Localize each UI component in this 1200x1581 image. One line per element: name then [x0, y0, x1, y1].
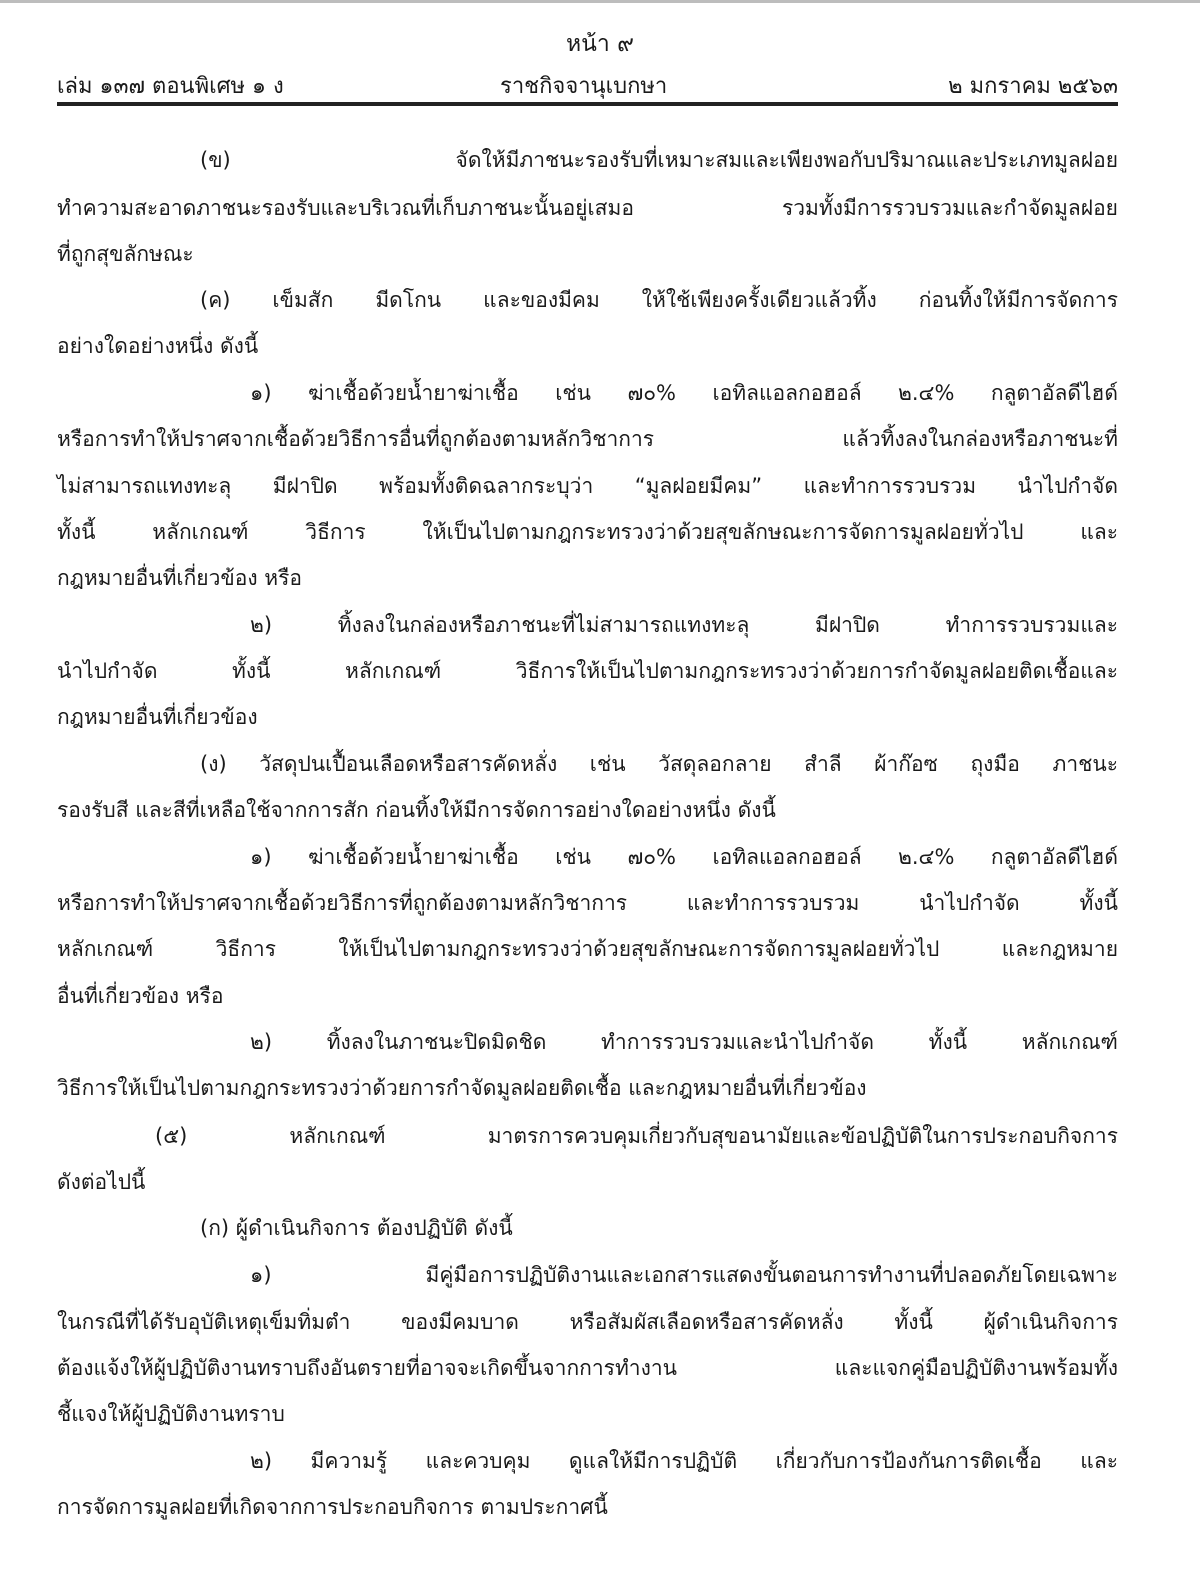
paragraph-line: ๑) ฆ่าเชื้อด้วยน้ำยาฆ่าเชื้อ เช่น ๗๐% เอทิลแอลกอฮอล์ ๒.๔% กลูตาอัลดีไฮด์: [250, 845, 1118, 869]
paragraph-line: รองรับสี และสีที่เหลือใช้จากการสัก ก่อนทิ้งให้มีการจัดการอย่างใดอย่างหนึ่ง ดังนี้: [57, 798, 776, 822]
paragraph-line: ๒) มีความรู้ และควบคุม ดูแลให้มีการปฏิบัติ เกี่ยวกับการป้องกันการติดเชื้อ และ: [250, 1449, 1118, 1473]
paragraph-line: นำไปกำจัด ทั้งนี้ หลักเกณฑ์ วิธีการให้เป็นไปตามกฎกระทรวงว่าด้วยการกำจัดมูลฝอยติดเชื้อและ: [57, 659, 1118, 683]
paragraph-line: อย่างใดอย่างหนึ่ง ดังนี้: [57, 334, 259, 358]
paragraph-line: ชี้แจงให้ผู้ปฏิบัติงานทราบ: [57, 1402, 285, 1426]
publication-date: ๒ มกราคม ๒๕๖๓: [948, 74, 1118, 99]
paragraph-line: หรือการทำให้ปราศจากเชื้อด้วยวิธีการที่ถูกต้องตามหลักวิชาการ และทำการรวบรวม นำไปกำจัด ทั้งนี้: [57, 891, 1118, 915]
paragraph-line: ดังต่อไปนี้: [57, 1170, 146, 1194]
paragraph-line: หรือการทำให้ปราศจากเชื้อด้วยวิธีการอื่นที่ถูกต้องตามหลักวิชาการ แล้วทิ้งลงในกล่องหรือภาชนะที่: [57, 427, 1118, 451]
volume-info: เล่ม ๑๓๗ ตอนพิเศษ ๑ ง: [57, 74, 284, 99]
publication-title: ราชกิจจานุเบกษา: [500, 74, 668, 99]
paragraph-line: ๒) ทิ้งลงในภาชนะปิดมิดชิด ทำการรวบรวมและนำไปกำจัด ทั้งนี้ หลักเกณฑ์: [250, 1030, 1118, 1054]
top-edge: [0, 0, 1200, 3]
paragraph-line: ต้องแจ้งให้ผู้ปฏิบัติงานทราบถึงอันตรายที่อาจจะเกิดขึ้นจากการทำงาน และแจกคู่มือปฏิบัติงานพร้อมทั้ง: [57, 1356, 1118, 1380]
paragraph-line: ทั้งนี้ หลักเกณฑ์ วิธีการ ให้เป็นไปตามกฎกระทรวงว่าด้วยสุขลักษณะการจัดการมูลฝอยทั่วไป และ: [57, 520, 1118, 544]
paragraph-line: ๑) มีคู่มือการปฏิบัติงานและเอกสารแสดงขั้นตอนการทำงานที่ปลอดภัยโดยเฉพาะ: [250, 1263, 1118, 1287]
paragraph-line: ไม่สามารถแทงทะลุ มีฝาปิด พร้อมทั้งติดฉลากระบุว่า “มูลฝอยมีคม” และทำการรวบรวม นำไปกำจัด: [57, 474, 1118, 498]
paragraph-line: กฎหมายอื่นที่เกี่ยวข้อง: [57, 705, 258, 729]
header-rule: [57, 102, 1118, 106]
paragraph-line: ทำความสะอาดภาชนะรองรับและบริเวณที่เก็บภาชนะนั้นอยู่เสมอ รวมทั้งมีการรวบรวมและกำจัดมูลฝอย: [57, 196, 1118, 220]
paragraph-line: ในกรณีที่ได้รับอุบัติเหตุเข็มทิ่มตำ ของมีคมบาด หรือสัมผัสเลือดหรือสารคัดหลั่ง ทั้งนี้ ผู้ดำเนินกิจการ: [57, 1310, 1118, 1334]
paragraph-line: วิธีการให้เป็นไปตามกฎกระทรวงว่าด้วยการกำจัดมูลฝอยติดเชื้อ และกฎหมายอื่นที่เกี่ยวข้อง: [57, 1076, 867, 1100]
paragraph-line: ที่ถูกสุขลักษณะ: [57, 242, 194, 266]
paragraph-line: ๒) ทิ้งลงในกล่องหรือภาชนะที่ไม่สามารถแทงทะลุ มีฝาปิด ทำการรวบรวมและ: [250, 613, 1118, 637]
paragraph-line: อื่นที่เกี่ยวข้อง หรือ: [57, 984, 224, 1008]
paragraph-line: กฎหมายอื่นที่เกี่ยวข้อง หรือ: [57, 566, 303, 590]
page-number: หน้า ๙: [566, 31, 634, 57]
paragraph-line: (ค) เข็มสัก มีดโกน และของมีคม ให้ใช้เพียงครั้งเดียวแล้วทิ้ง ก่อนทิ้งให้มีการจัดการ: [200, 288, 1118, 312]
paragraph-line: (ก) ผู้ดำเนินกิจการ ต้องปฏิบัติ ดังนี้: [200, 1216, 513, 1240]
paragraph-line: (ง) วัสดุปนเปื้อนเลือดหรือสารคัดหลั่ง เช่น วัสดุลอกลาย สำลี ผ้าก๊อซ ถุงมือ ภาชนะ: [200, 752, 1118, 776]
paragraph-line: การจัดการมูลฝอยที่เกิดจากการประกอบกิจการ ตามประกาศนี้: [57, 1495, 608, 1519]
paragraph-line: (๕) หลักเกณฑ์ มาตรการควบคุมเกี่ยวกับสุขอนามัยและข้อปฏิบัติในการประกอบกิจการ: [155, 1124, 1118, 1148]
paragraph-line: ๑) ฆ่าเชื้อด้วยน้ำยาฆ่าเชื้อ เช่น ๗๐% เอทิลแอลกอฮอล์ ๒.๔% กลูตาอัลดีไฮด์: [250, 381, 1118, 405]
paragraph-line: (ข) จัดให้มีภาชนะรองรับที่เหมาะสมและเพียงพอกับปริมาณและประเภทมูลฝอย: [200, 148, 1118, 172]
paragraph-line: หลักเกณฑ์ วิธีการ ให้เป็นไปตามกฎกระทรวงว่าด้วยสุขลักษณะการจัดการมูลฝอยทั่วไป และกฎหมาย: [57, 937, 1118, 961]
